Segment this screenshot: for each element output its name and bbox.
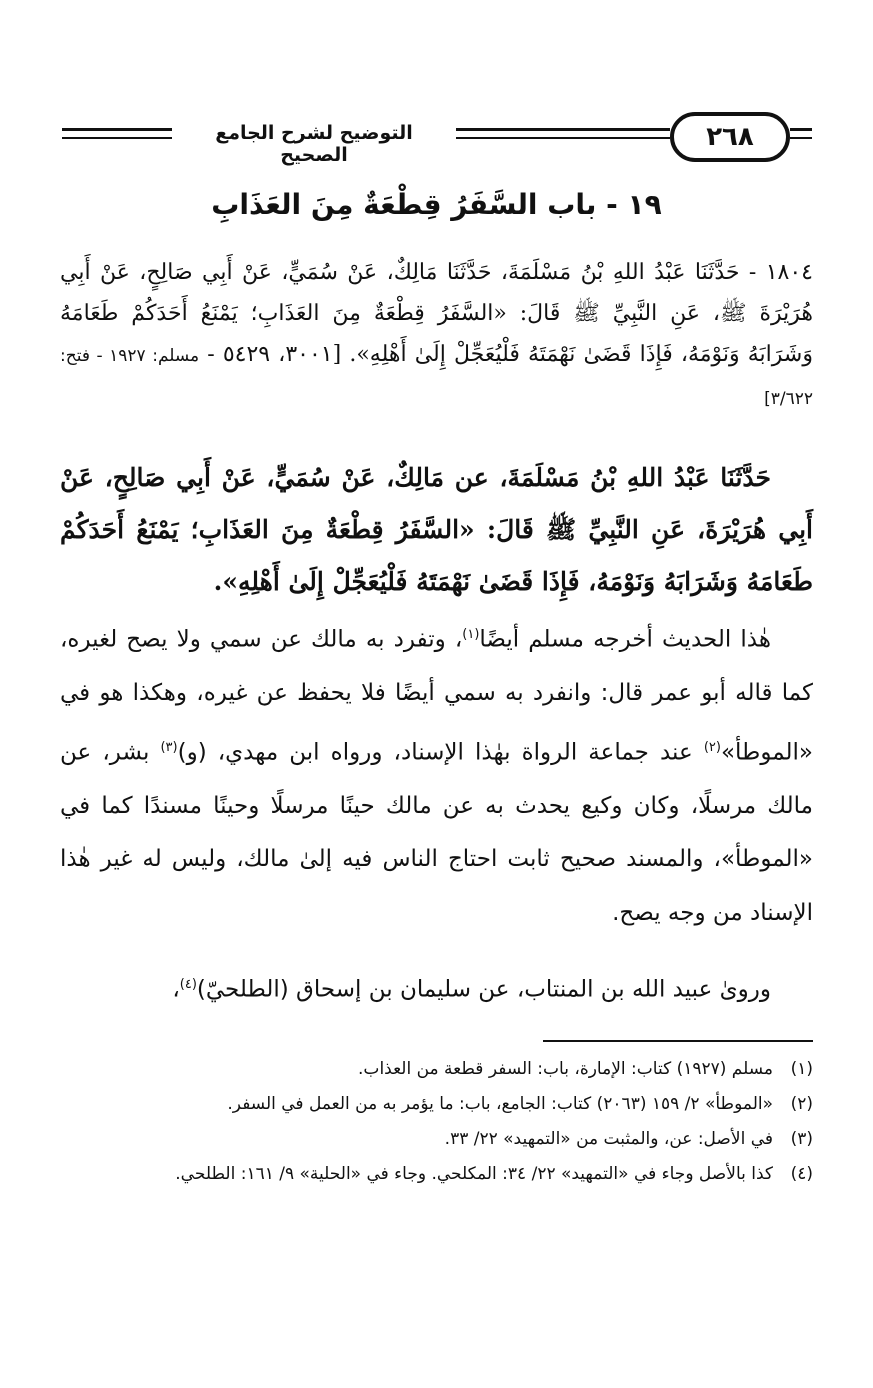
footnote-ref-1: (١) <box>462 627 480 642</box>
footnotes <box>60 1052 813 1192</box>
footnote-separator <box>543 1040 813 1042</box>
hadith-text-top <box>60 252 813 420</box>
commentary-text: ورویٰ عبيد الله بن المنتاب، عن سليمان بن إسحاق (الطلحيّ) <box>196 976 771 1003</box>
commentary-text: بشر، عن مالك مرسلًا، وكان وكيع يحدث به عن مالك حينًا مرسلًا وحينًا مسندًا كما في «الموطأ»، والمسند صحيح ثابت احتاج الناس فيه إلىٰ مالك، وليس له غير هٰذا الإسناد من وجه يصح. <box>60 739 813 926</box>
hadith-top-reference: مسلم: ١٩٢٧ - فتح: ٣/٦٢٢] <box>60 346 813 409</box>
book-title: التوضيح لشرح الجامع الصحيح <box>215 122 413 166</box>
footnote-3 <box>60 1122 813 1157</box>
header-rule-left-bottom <box>62 137 172 139</box>
page-header <box>62 108 812 168</box>
commentary-paragraph-1 <box>60 608 813 940</box>
footnote-1 <box>60 1052 813 1087</box>
hadith-text-main: حَدَّثَنَا عَبْدُ اللهِ بْنُ مَسْلَمَةَ، عن مَالِكٌ، عَنْ سُمَيٍّ، عَنْ أَبِي صَالِحٍ، عَنْ أَبِي هُرَيْرَةَ، عَنِ النَّبِيِّ ﷺ قَالَ: «السَّفَرُ قِطْعَةٌ مِنَ العَذَابِ؛ يَمْنَعُ أَحَدَكُمْ طَعَامَهُ وَشَرَابَهُ وَنَوْمَهُ، فَإِذَا قَضَىٰ نَهْمَتَهُ فَلْيُعَجِّلْ إِلَىٰ أَهْلِهِ». <box>60 463 813 596</box>
footnote-2 <box>60 1087 813 1122</box>
footnote-number: (٤) <box>790 1164 813 1184</box>
header-rule-right-top <box>790 128 812 131</box>
header-rule-middle-top <box>456 128 670 131</box>
footnote-text: في الأصل: عن، والمثبت من «التمهيد» ٢٢/ ٣٣. <box>444 1129 773 1149</box>
commentary-text: ، وتفرد به مالك عن سمي ولا يصح لغيره، كما قاله أبو عمر قال: وانفرد به سمي أيضًا فلا يحفظ عن غيره، وهكذا هو في «الموطأ» <box>60 626 813 766</box>
header-rule-right-bottom <box>790 137 812 139</box>
footnote-ref-2: (٢) <box>703 739 721 755</box>
commentary-paragraph-2 <box>60 958 813 1017</box>
footnote-ref-3: (٣) <box>160 739 178 755</box>
footnote-text: «الموطأ» ٢/ ١٥٩ (٢٠٦٣) كتاب: الجامع، باب: ما يؤمر به من العمل في السفر. <box>227 1094 773 1114</box>
page-number: ٢٦٨ <box>670 112 790 162</box>
footnote-text: مسلم (١٩٢٧) كتاب: الإمارة، باب: السفر قطعة من العذاب. <box>358 1059 773 1079</box>
footnote-number: (٢) <box>790 1094 813 1114</box>
commentary-text: هٰذا الحديث أخرجه مسلم أيضًا <box>479 626 771 653</box>
commentary-text: ، <box>172 976 180 1003</box>
header-rule-middle-bottom <box>456 137 670 139</box>
hadith-top-body: ١٨٠٤ - حَدَّثَنَا عَبْدُ اللهِ بْنُ مَسْلَمَةَ، حَدَّثَنَا مَالِكٌ، عَنْ سُمَيٍّ، عَنْ أَبِي صَالِحٍ، عَنْ أَبِي هُرَيْرَةَ ﷺ، عَنِ النَّبِيِّ ﷺ قَالَ: «السَّفَرُ قِطْعَةٌ مِنَ العَذَابِ؛ يَمْنَعُ أَحَدَكُمْ طَعَامَهُ وَشَرَابَهُ وَنَوْمَهُ، فَإِذَا قَضَىٰ نَهْمَتَهُ فَلْيُعَجِّلْ إِلَىٰ أَهْلِهِ». [٣٠٠١، ٥٤٢٩ - <box>60 260 813 367</box>
chapter-title: ١٩ - باب السَّفَرُ قِطْعَةٌ مِنَ العَذَابِ <box>211 188 662 221</box>
commentary-text: عند جماعة الرواة بهٰذا الإسناد، ورواه ابن مهدي، (و) <box>177 739 704 766</box>
footnote-text: كذا بالأصل وجاء في «التمهيد» ٢٢/ ٣٤: المكلحي. وجاء في «الحلية» ٩/ ١٦١: الطلحي. <box>175 1164 773 1184</box>
footnote-4 <box>60 1157 813 1192</box>
footnote-number: (٣) <box>790 1129 813 1149</box>
footnote-ref-4: (٤) <box>179 977 197 992</box>
footnote-number: (١) <box>790 1059 813 1079</box>
header-rule-left-top <box>62 128 172 131</box>
